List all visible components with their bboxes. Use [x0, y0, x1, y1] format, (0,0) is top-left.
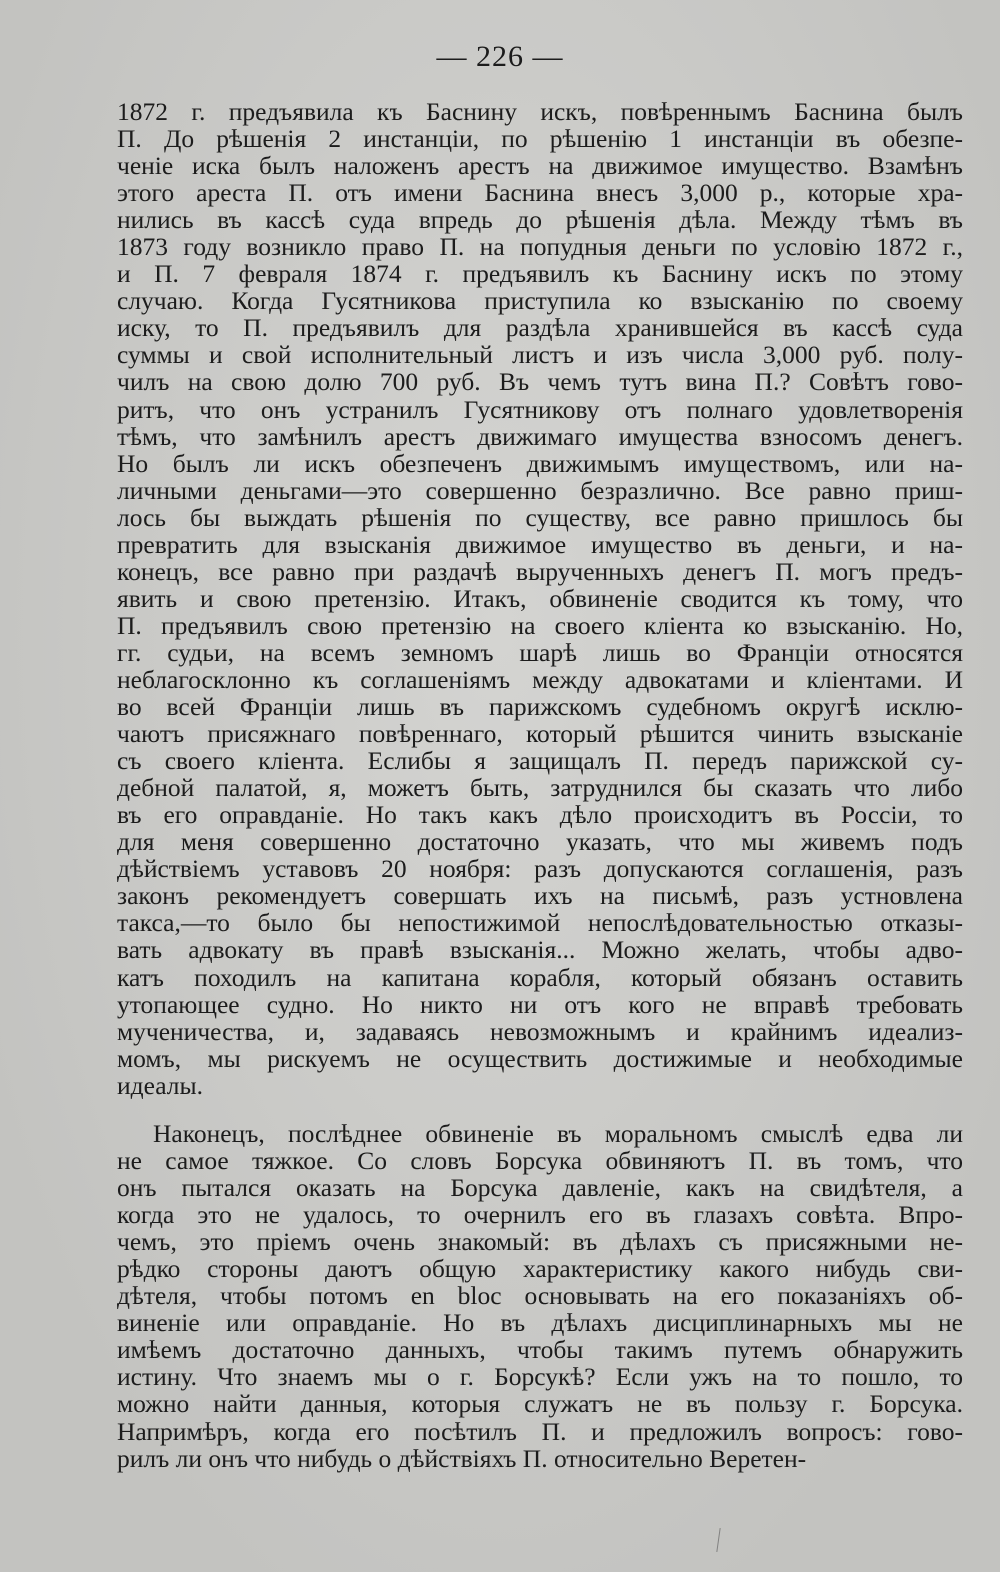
text-line: тѣмъ, что замѣнилъ арестъ движимаго имущества взносомъ денегъ.	[117, 421, 963, 451]
text-line: явить и свою претензію. Итакъ, обвиненіе сводится къ тому, что	[117, 583, 963, 613]
text-line: П. предъявилъ свою претензію на своего кліента ко взысканію. Но,	[117, 610, 963, 640]
text-line: случаю. Когда Гусятникова приступила ко взысканію по своему	[117, 286, 963, 316]
text-line: мученичества, и, задаваясь невозможнымъ и крайнимъ идеализ-	[117, 1016, 963, 1046]
paragraph-1	[117, 98, 963, 1099]
text-line: момъ, мы рискуемъ не осуществить достижимые и необходимые	[117, 1043, 963, 1073]
text-line: чемъ, это пріемъ очень знакомый: въ дѣлахъ съ присяжными не-	[117, 1227, 963, 1257]
text-line: идеалы.	[117, 1070, 204, 1100]
text-line: не самое тяжкое. Со словъ Борсука обвиняютъ П. въ томъ, что	[117, 1146, 963, 1176]
text-line: дѣтеля, чтобы потомъ en bloc основывать на его показаніяхъ об-	[117, 1281, 963, 1311]
text-line: нились въ кассѣ суда впредь до рѣшенія дѣла. Между тѣмъ въ	[117, 205, 963, 235]
text-line: неблагосклонно къ соглашеніямъ между адвокатами и кліентами. И	[117, 664, 963, 694]
text-line: гг. судьи, на всемъ земномъ шарѣ лишь во Франціи относятся	[117, 637, 963, 667]
text-line: 1872 г. предъявила къ Баснину искъ, повѣреннымъ Баснина былъ	[117, 97, 963, 126]
text-line: чилъ на свою долю 700 руб. Въ чемъ тутъ вина П.? Совѣтъ гово-	[117, 367, 963, 397]
text-line: утопающее судно. Но никто ни отъ кого не вправѣ требовать	[117, 989, 963, 1019]
text-line: этого ареста П. отъ имени Баснина внесъ 3,000 р., которые хра-	[117, 178, 963, 208]
text-line: истину. Что знаемъ мы о г. Борсукѣ? Если ужъ на то пошло, то	[117, 1362, 963, 1392]
text-line: 1873 году возникло право П. на попудныя деньги по условію 1872 г.,	[117, 232, 963, 262]
text-line: законъ рекомендуетъ совершать ихъ на письмѣ, разъ устновлена	[117, 881, 963, 911]
text-line: можно найти данныя, которыя служатъ не въ пользу г. Борсука.	[117, 1389, 963, 1419]
text-line: вать адвокату въ правѣ взысканія... Можно желать, чтобы адво-	[117, 935, 963, 965]
text-line: во всей Франціи лишь въ парижскомъ судебномъ округѣ исклю-	[117, 692, 963, 722]
text-line: и П. 7 февраля 1874 г. предъявилъ къ Баснину искъ по этому	[117, 259, 963, 289]
text-line: для меня совершенно достаточно указать, что мы живемъ подъ	[117, 827, 963, 857]
pencil-mark	[716, 1528, 720, 1552]
text-line: имѣемъ достаточно данныхъ, чтобы такимъ путемъ обнаружить	[117, 1335, 963, 1365]
text-line: Напримѣръ, когда его посѣтилъ П. и предложилъ вопросъ: гово-	[117, 1416, 963, 1446]
text-line: такса,—то было бы непостижимой непослѣдовательностью отказы-	[117, 908, 963, 938]
text-line: дѣйствіемъ уставовъ 20 ноября: разъ допускаются соглашенія, разъ	[117, 854, 963, 884]
text-line: онъ пытался оказать на Борсука давленіе, какъ на свидѣтеля, а	[117, 1173, 963, 1203]
text-line: катъ походилъ на капитана корабля, который обязанъ оставить	[117, 962, 963, 992]
text-line: Но былъ ли искъ обезпеченъ движимымъ имуществомъ, или на-	[117, 448, 963, 478]
text-line: когда это не удалось, то очернилъ его въ глазахъ совѣта. Впро-	[117, 1200, 963, 1230]
text-line: личными деньгами—это совершенно безразлично. Все равно приш-	[117, 475, 963, 505]
page-number: — 226 —	[436, 40, 564, 73]
text-line: виненіе или оправданіе. Но въ дѣлахъ дисциплинарныхъ мы не	[117, 1308, 963, 1338]
text-line: лось бы выждать рѣшенія по существу, все равно пришлось бы	[117, 502, 963, 532]
text-line: превратить для взысканія движимое имущество въ деньги, и на-	[117, 529, 963, 559]
text-line: иску, то П. предъявилъ для раздѣла хранившейся въ кассѣ суда	[117, 313, 963, 343]
text-line: дебной палатой, я, можетъ быть, затруднился бы сказать что либо	[117, 773, 963, 803]
text-line: конецъ, все равно при раздачѣ вырученныхъ денегъ П. могъ предъ-	[117, 556, 963, 586]
paragraph-2	[117, 1120, 963, 1472]
text-line: суммы и свой исполнительный листъ и изъ числа 3,000 руб. полу-	[117, 340, 963, 370]
text-line: ченіе иска былъ наложенъ арестъ на движимое имущество. Взамѣнъ	[117, 151, 963, 181]
text-line: ритъ, что онъ устранилъ Гусятникову отъ полнаго удовлетворенія	[117, 394, 963, 424]
text-line: въ его оправданіе. Но такъ какъ дѣло происходитъ въ Россіи, то	[117, 800, 963, 830]
text-line: П. До рѣшенія 2 инстанціи, по рѣшенію 1 инстанціи въ обезпе-	[117, 124, 963, 154]
text-line: съ своего кліента. Еслибы я защищалъ П. передъ парижской су-	[117, 746, 963, 776]
text-line: рѣдко стороны даютъ общую характеристику какого нибудь сви-	[117, 1254, 963, 1284]
text-line: Наконецъ, послѣднее обвиненіе въ моральномъ смыслѣ едва ли	[153, 1119, 963, 1148]
text-line: рилъ ли онъ что нибудь о дѣйствіяхъ П. относительно Веретен-	[117, 1443, 807, 1473]
text-line: чаютъ присяжнаго повѣреннаго, который рѣшится чинить взысканіе	[117, 719, 963, 749]
